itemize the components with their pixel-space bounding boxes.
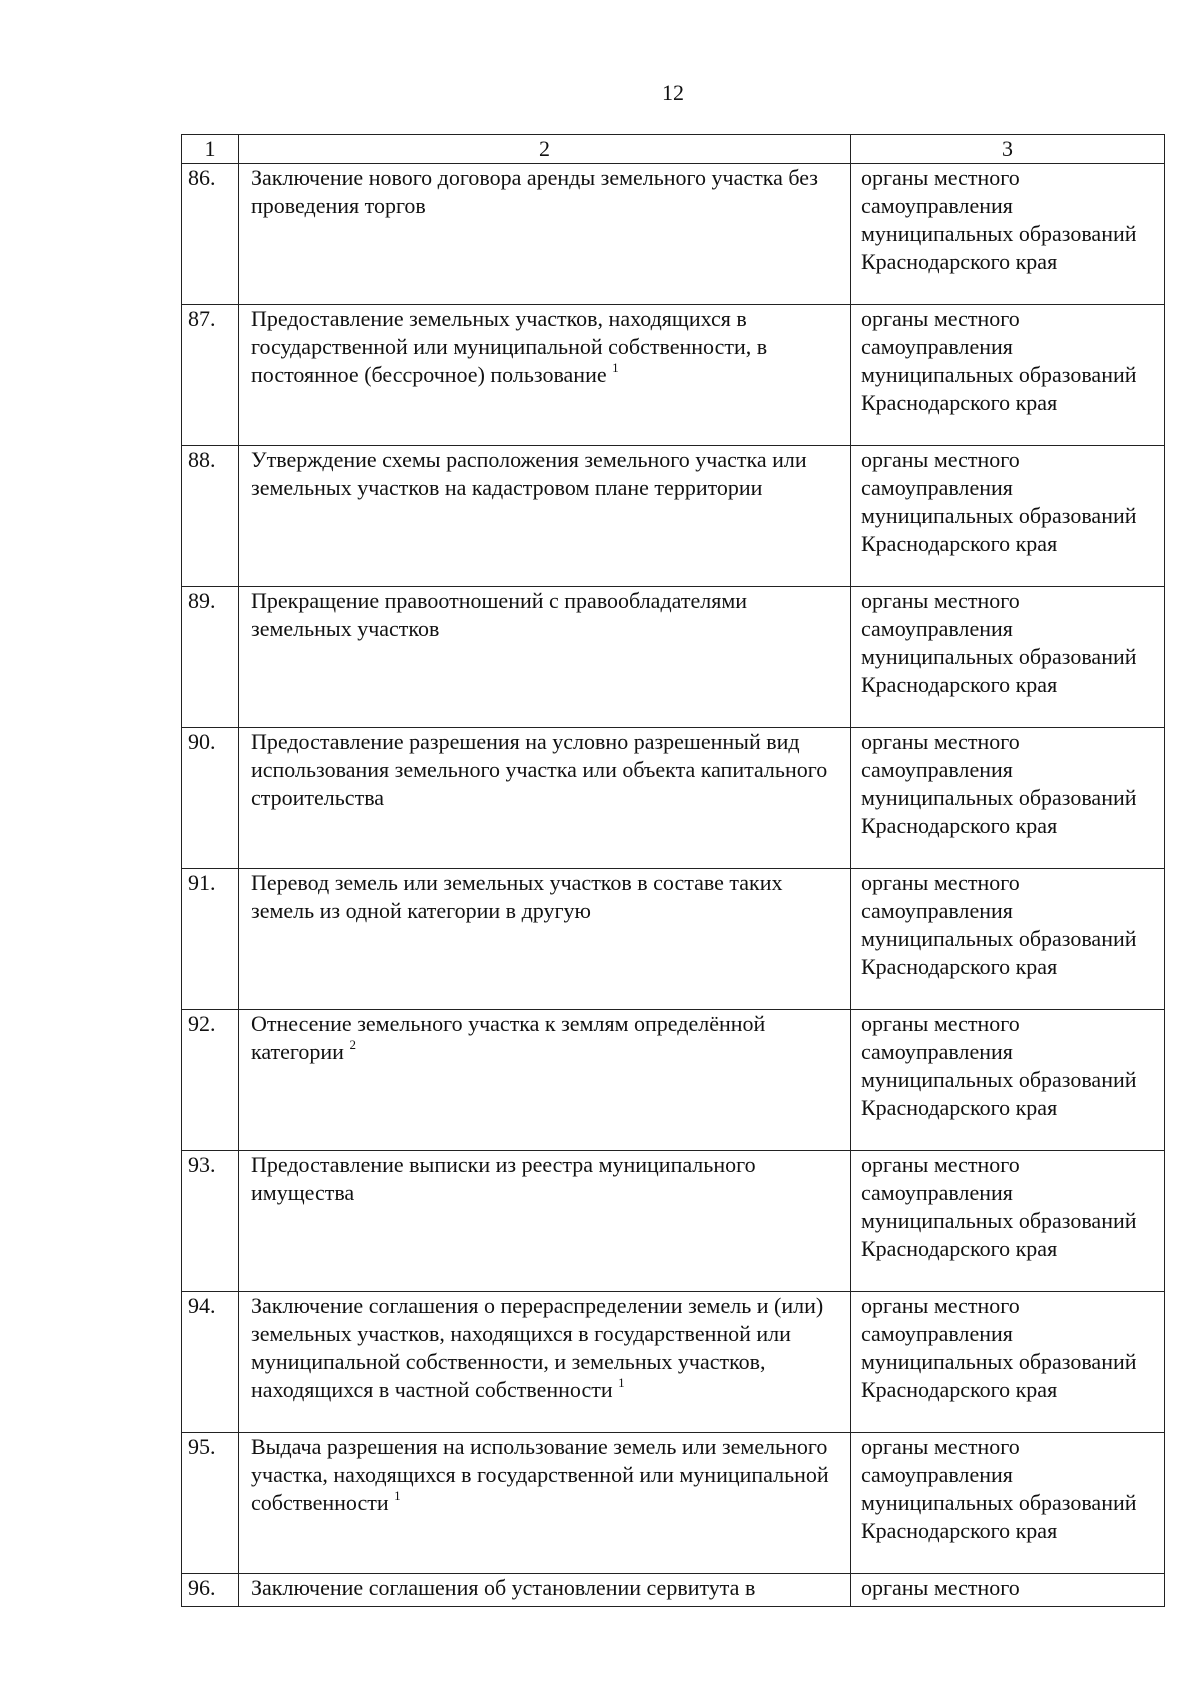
row-number: 94. (182, 1292, 239, 1433)
services-table (181, 134, 1165, 1607)
row-number: 92. (182, 1010, 239, 1151)
service-description-text: Утверждение схемы расположения земельного участка или земельных участков на кадастровом плане территории (251, 447, 807, 500)
table-row (182, 1433, 1165, 1574)
service-description-text: Предоставление земельных участков, находящихся в государственной или муниципальной собственности, в постоянное (бессрочное) пользование (251, 306, 768, 387)
responsible-authority: органы местного самоуправления муниципальных образований Краснодарского края (851, 1151, 1165, 1292)
column-header-service: 2 (239, 135, 851, 164)
responsible-authority: органы местного самоуправления муниципальных образований Краснодарского края (851, 305, 1165, 446)
service-description-text: Заключение соглашения о перераспределении земель и (или) земельных участков, находящихся в государственной или муниципальной собственности, и земельных участков, находящихся в частной собственности (251, 1293, 824, 1402)
footnote-marker: 1 (394, 1487, 401, 1503)
row-number: 95. (182, 1433, 239, 1574)
row-number: 96. (182, 1574, 239, 1607)
responsible-authority: органы местного самоуправления муниципальных образований Краснодарского края (851, 1433, 1165, 1574)
table-row (182, 1574, 1165, 1607)
service-description-text: Отнесение земельного участка к землям определённой категории (251, 1011, 766, 1064)
row-number: 91. (182, 869, 239, 1010)
row-number: 89. (182, 587, 239, 728)
row-number: 88. (182, 446, 239, 587)
table-row (182, 1292, 1165, 1433)
service-description (239, 1151, 851, 1292)
column-header-number: 1 (182, 135, 239, 164)
column-header-authority: 3 (851, 135, 1165, 164)
service-description (239, 728, 851, 869)
footnote-marker: 1 (612, 359, 619, 375)
service-description-text: Выдача разрешения на использование земель или земельного участка, находящихся в государственной или муниципальной собственности (251, 1434, 829, 1515)
service-description-text: Предоставление выписки из реестра муниципального имущества (251, 1152, 756, 1205)
responsible-authority: органы местного самоуправления муниципальных образований Краснодарского края (851, 869, 1165, 1010)
responsible-authority: органы местного (851, 1574, 1165, 1607)
service-description (239, 446, 851, 587)
service-description (239, 305, 851, 446)
table-header-row (182, 135, 1165, 164)
service-description (239, 1292, 851, 1433)
row-number: 86. (182, 164, 239, 305)
table-row (182, 728, 1165, 869)
footnote-marker: 1 (618, 1374, 625, 1390)
service-description-text: Перевод земель или земельных участков в составе таких земель из одной категории в другую (251, 870, 783, 923)
service-description (239, 869, 851, 1010)
service-description (239, 1574, 851, 1607)
responsible-authority: органы местного самоуправления муниципальных образований Краснодарского края (851, 728, 1165, 869)
row-number: 87. (182, 305, 239, 446)
page-number: 12 (662, 80, 684, 105)
row-number: 90. (182, 728, 239, 869)
responsible-authority: органы местного самоуправления муниципальных образований Краснодарского края (851, 1292, 1165, 1433)
table-row (182, 1010, 1165, 1151)
service-description-text: Заключение нового договора аренды земельного участка без проведения торгов (251, 165, 818, 218)
table-row (182, 305, 1165, 446)
responsible-authority: органы местного самоуправления муниципальных образований Краснодарского края (851, 164, 1165, 305)
table-row (182, 1151, 1165, 1292)
table-row (182, 587, 1165, 728)
service-description (239, 164, 851, 305)
service-description-text: Прекращение правоотношений с правообладателями земельных участков (251, 588, 748, 641)
table-row (182, 869, 1165, 1010)
responsible-authority: органы местного самоуправления муниципальных образований Краснодарского края (851, 587, 1165, 728)
responsible-authority: органы местного самоуправления муниципальных образований Краснодарского края (851, 446, 1165, 587)
table-row (182, 446, 1165, 587)
service-description-text: Предоставление разрешения на условно разрешенный вид использования земельного участка или объекта капитального строительства (251, 729, 828, 810)
responsible-authority: органы местного самоуправления муниципальных образований Краснодарского края (851, 1010, 1165, 1151)
service-description (239, 587, 851, 728)
table-row (182, 164, 1165, 305)
service-description (239, 1433, 851, 1574)
service-description (239, 1010, 851, 1151)
footnote-marker: 2 (349, 1036, 356, 1052)
service-description-text: Заключение соглашения об установлении сервитута в (251, 1575, 756, 1600)
row-number: 93. (182, 1151, 239, 1292)
